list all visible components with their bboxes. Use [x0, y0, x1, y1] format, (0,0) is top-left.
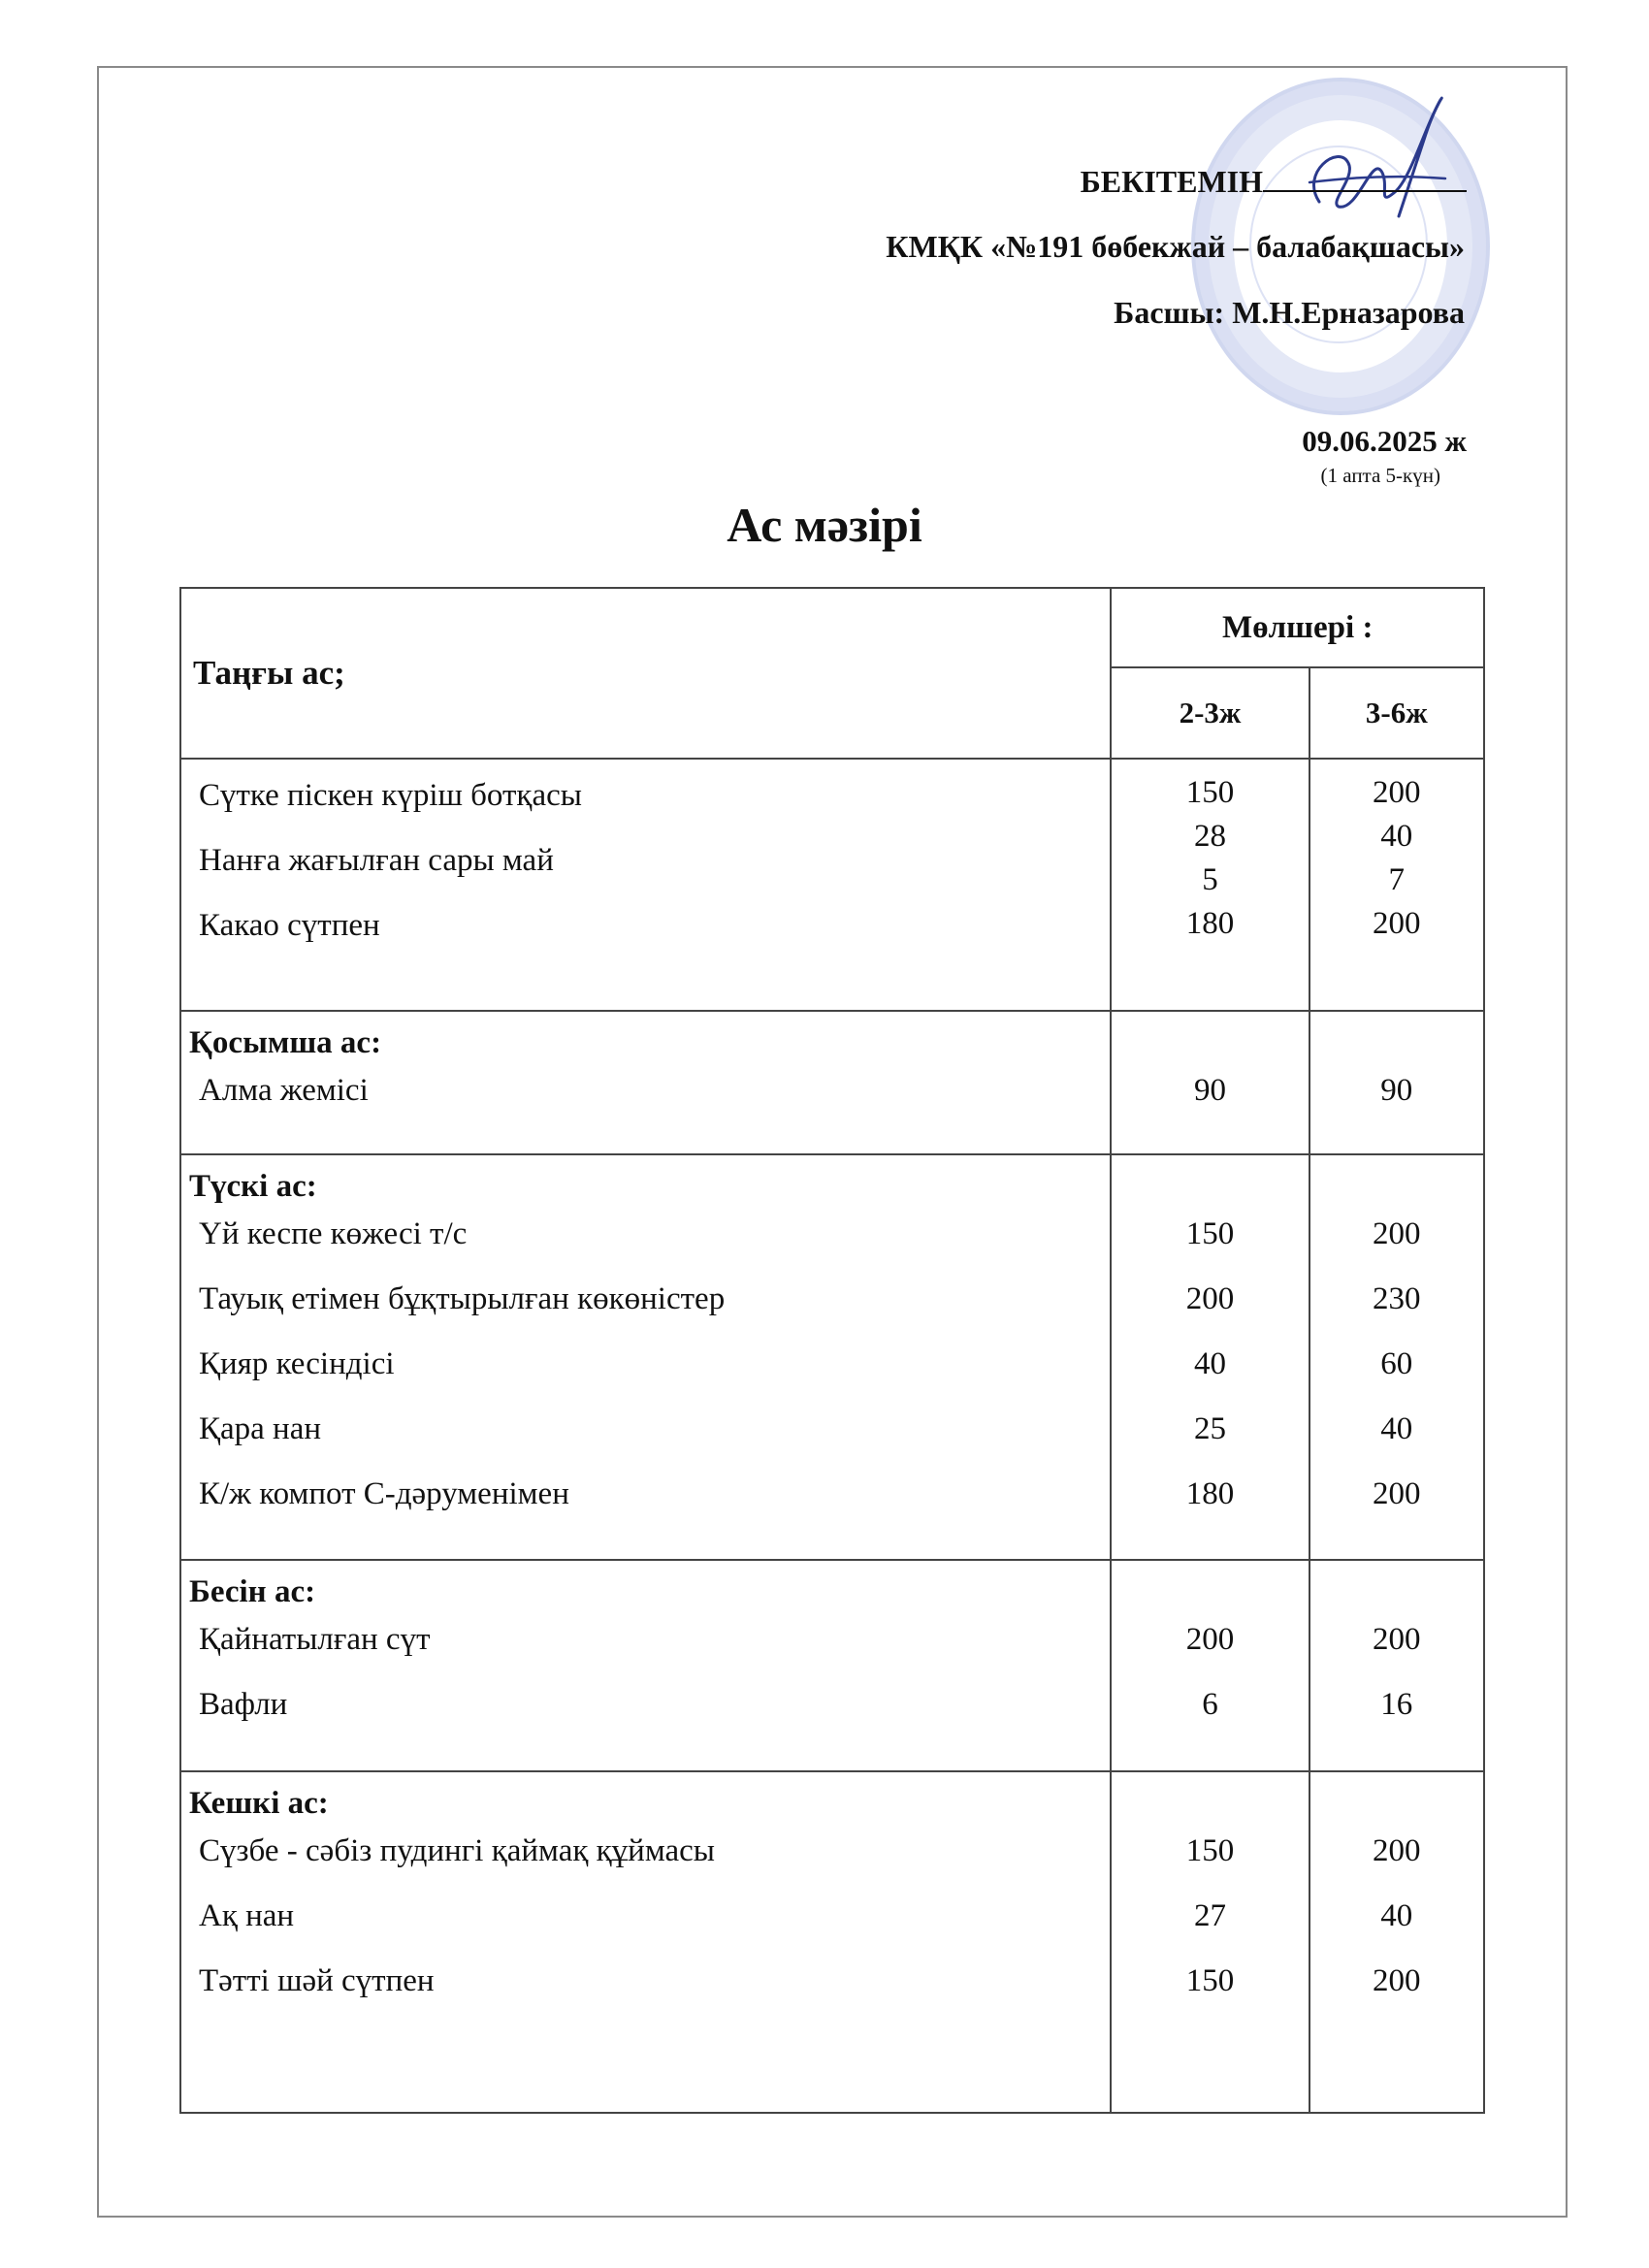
list-item: Ақ нан: [199, 1898, 295, 1933]
quantity-value: 230: [1373, 1281, 1421, 1316]
menu-table: [179, 587, 1485, 2114]
organization-name: КМҚК «№191 бөбекжай – балабақшасы»: [886, 229, 1465, 264]
dinner-col-a: [1111, 1771, 1309, 2113]
dinner-col-b: [1310, 1771, 1484, 2113]
snack-col-a: [1111, 1011, 1309, 1154]
quantity-value: 40: [1380, 1898, 1413, 1933]
dinner-section: [180, 1771, 1484, 2113]
list-item: Какао сүтпен: [199, 908, 380, 943]
quantity-value: 200: [1373, 1963, 1421, 1998]
afternoon-items: [180, 1560, 1111, 1771]
quantity-value: 150: [1185, 775, 1235, 810]
quantity-value: 200: [1185, 1281, 1235, 1316]
breakfast-col-a: [1111, 759, 1309, 1011]
quantity-value: 200: [1373, 1622, 1421, 1657]
quantity-value: 180: [1185, 906, 1235, 941]
list-item: Сүзбе - сәбіз пудингі қаймақ құймасы: [199, 1833, 715, 1868]
quantity-value: 200: [1185, 1622, 1235, 1657]
snack-section: [180, 1011, 1484, 1154]
list-item: Алма жемісі: [199, 1073, 369, 1108]
dinner-items: [180, 1771, 1111, 2113]
list-item: Сүтке піскен күріш ботқасы: [199, 778, 582, 813]
quantity-value: 5: [1202, 862, 1218, 897]
quantity-value: 40: [1380, 1411, 1413, 1446]
snack-items: [180, 1011, 1111, 1154]
lunch-col-b: [1310, 1154, 1484, 1560]
breakfast-col-b: [1310, 759, 1484, 1011]
quantity-value: 40: [1194, 1346, 1226, 1381]
list-item: К/ж компот С-дәруменімен: [199, 1476, 569, 1511]
afternoon-col-a: [1111, 1560, 1309, 1771]
head-name: Басшы: М.Н.Ерназарова: [1114, 295, 1465, 330]
afternoon-col-b: [1310, 1560, 1484, 1771]
quantity-value: 150: [1185, 1963, 1235, 1998]
lunch-section: [180, 1154, 1484, 1560]
list-item: Тауық етімен бұқтырылған көкөністер: [199, 1281, 726, 1316]
age-header-2-3: 2-3ж: [1111, 667, 1309, 759]
quantity-value: 7: [1388, 862, 1406, 897]
list-item: Үй кеспе көжесі т/с: [199, 1216, 468, 1251]
quantity-value: 90: [1194, 1073, 1226, 1108]
quantity-value: 40: [1380, 819, 1413, 854]
breakfast-section: [180, 759, 1484, 1011]
quantity-value: 16: [1380, 1687, 1413, 1722]
list-item: Тәтті шәй сүтпен: [199, 1963, 435, 1998]
list-item: Қияр кесіндісі: [199, 1346, 395, 1381]
menu-date: 09.06.2025 ж: [1302, 424, 1467, 458]
page-title: Ас мәзірі: [727, 498, 922, 552]
meal-header: Таңғы ас;: [180, 588, 1111, 759]
quantity-value: 90: [1380, 1073, 1413, 1108]
breakfast-items: [180, 759, 1111, 1011]
signature-line: [1263, 163, 1467, 192]
quantity-value: 150: [1185, 1216, 1235, 1251]
snack-col-b: [1310, 1011, 1484, 1154]
lunch-items: [180, 1154, 1111, 1560]
section-title: Кешкі ас:: [189, 1786, 329, 1821]
quantity-value: 180: [1185, 1476, 1235, 1511]
quantity-value: 200: [1373, 1476, 1421, 1511]
quantity-value: 27: [1194, 1898, 1226, 1933]
list-item: Қара нан: [199, 1411, 322, 1446]
quantity-value: 25: [1194, 1411, 1226, 1446]
week-day: (1 апта 5-күн): [1320, 464, 1440, 487]
section-title: Қосымша ас:: [189, 1025, 382, 1060]
quantity-header: Мөлшері :: [1111, 588, 1484, 667]
age-header-3-6: 3-6ж: [1310, 667, 1484, 759]
section-title: Бесін ас:: [189, 1574, 316, 1609]
quantity-value: 200: [1373, 1833, 1421, 1868]
quantity-value: 150: [1185, 1833, 1235, 1868]
list-item: Нанға жағылған сары май: [199, 843, 554, 878]
quantity-value: 200: [1373, 1216, 1421, 1251]
signature-image: [1280, 85, 1455, 231]
quantity-value: 28: [1194, 819, 1226, 854]
quantity-value: 200: [1373, 775, 1421, 810]
afternoon-section: [180, 1560, 1484, 1771]
quantity-value: 200: [1373, 906, 1421, 941]
approval-label: БЕКІТЕМІН: [1081, 163, 1467, 200]
section-title: Түскі ас:: [189, 1169, 317, 1204]
quantity-value: 60: [1380, 1346, 1413, 1381]
lunch-col-a: [1111, 1154, 1309, 1560]
list-item: Вафли: [199, 1687, 288, 1722]
quantity-value: 6: [1202, 1687, 1218, 1722]
table-header-row: [180, 588, 1484, 667]
list-item: Қайнатылған сүт: [199, 1622, 431, 1657]
